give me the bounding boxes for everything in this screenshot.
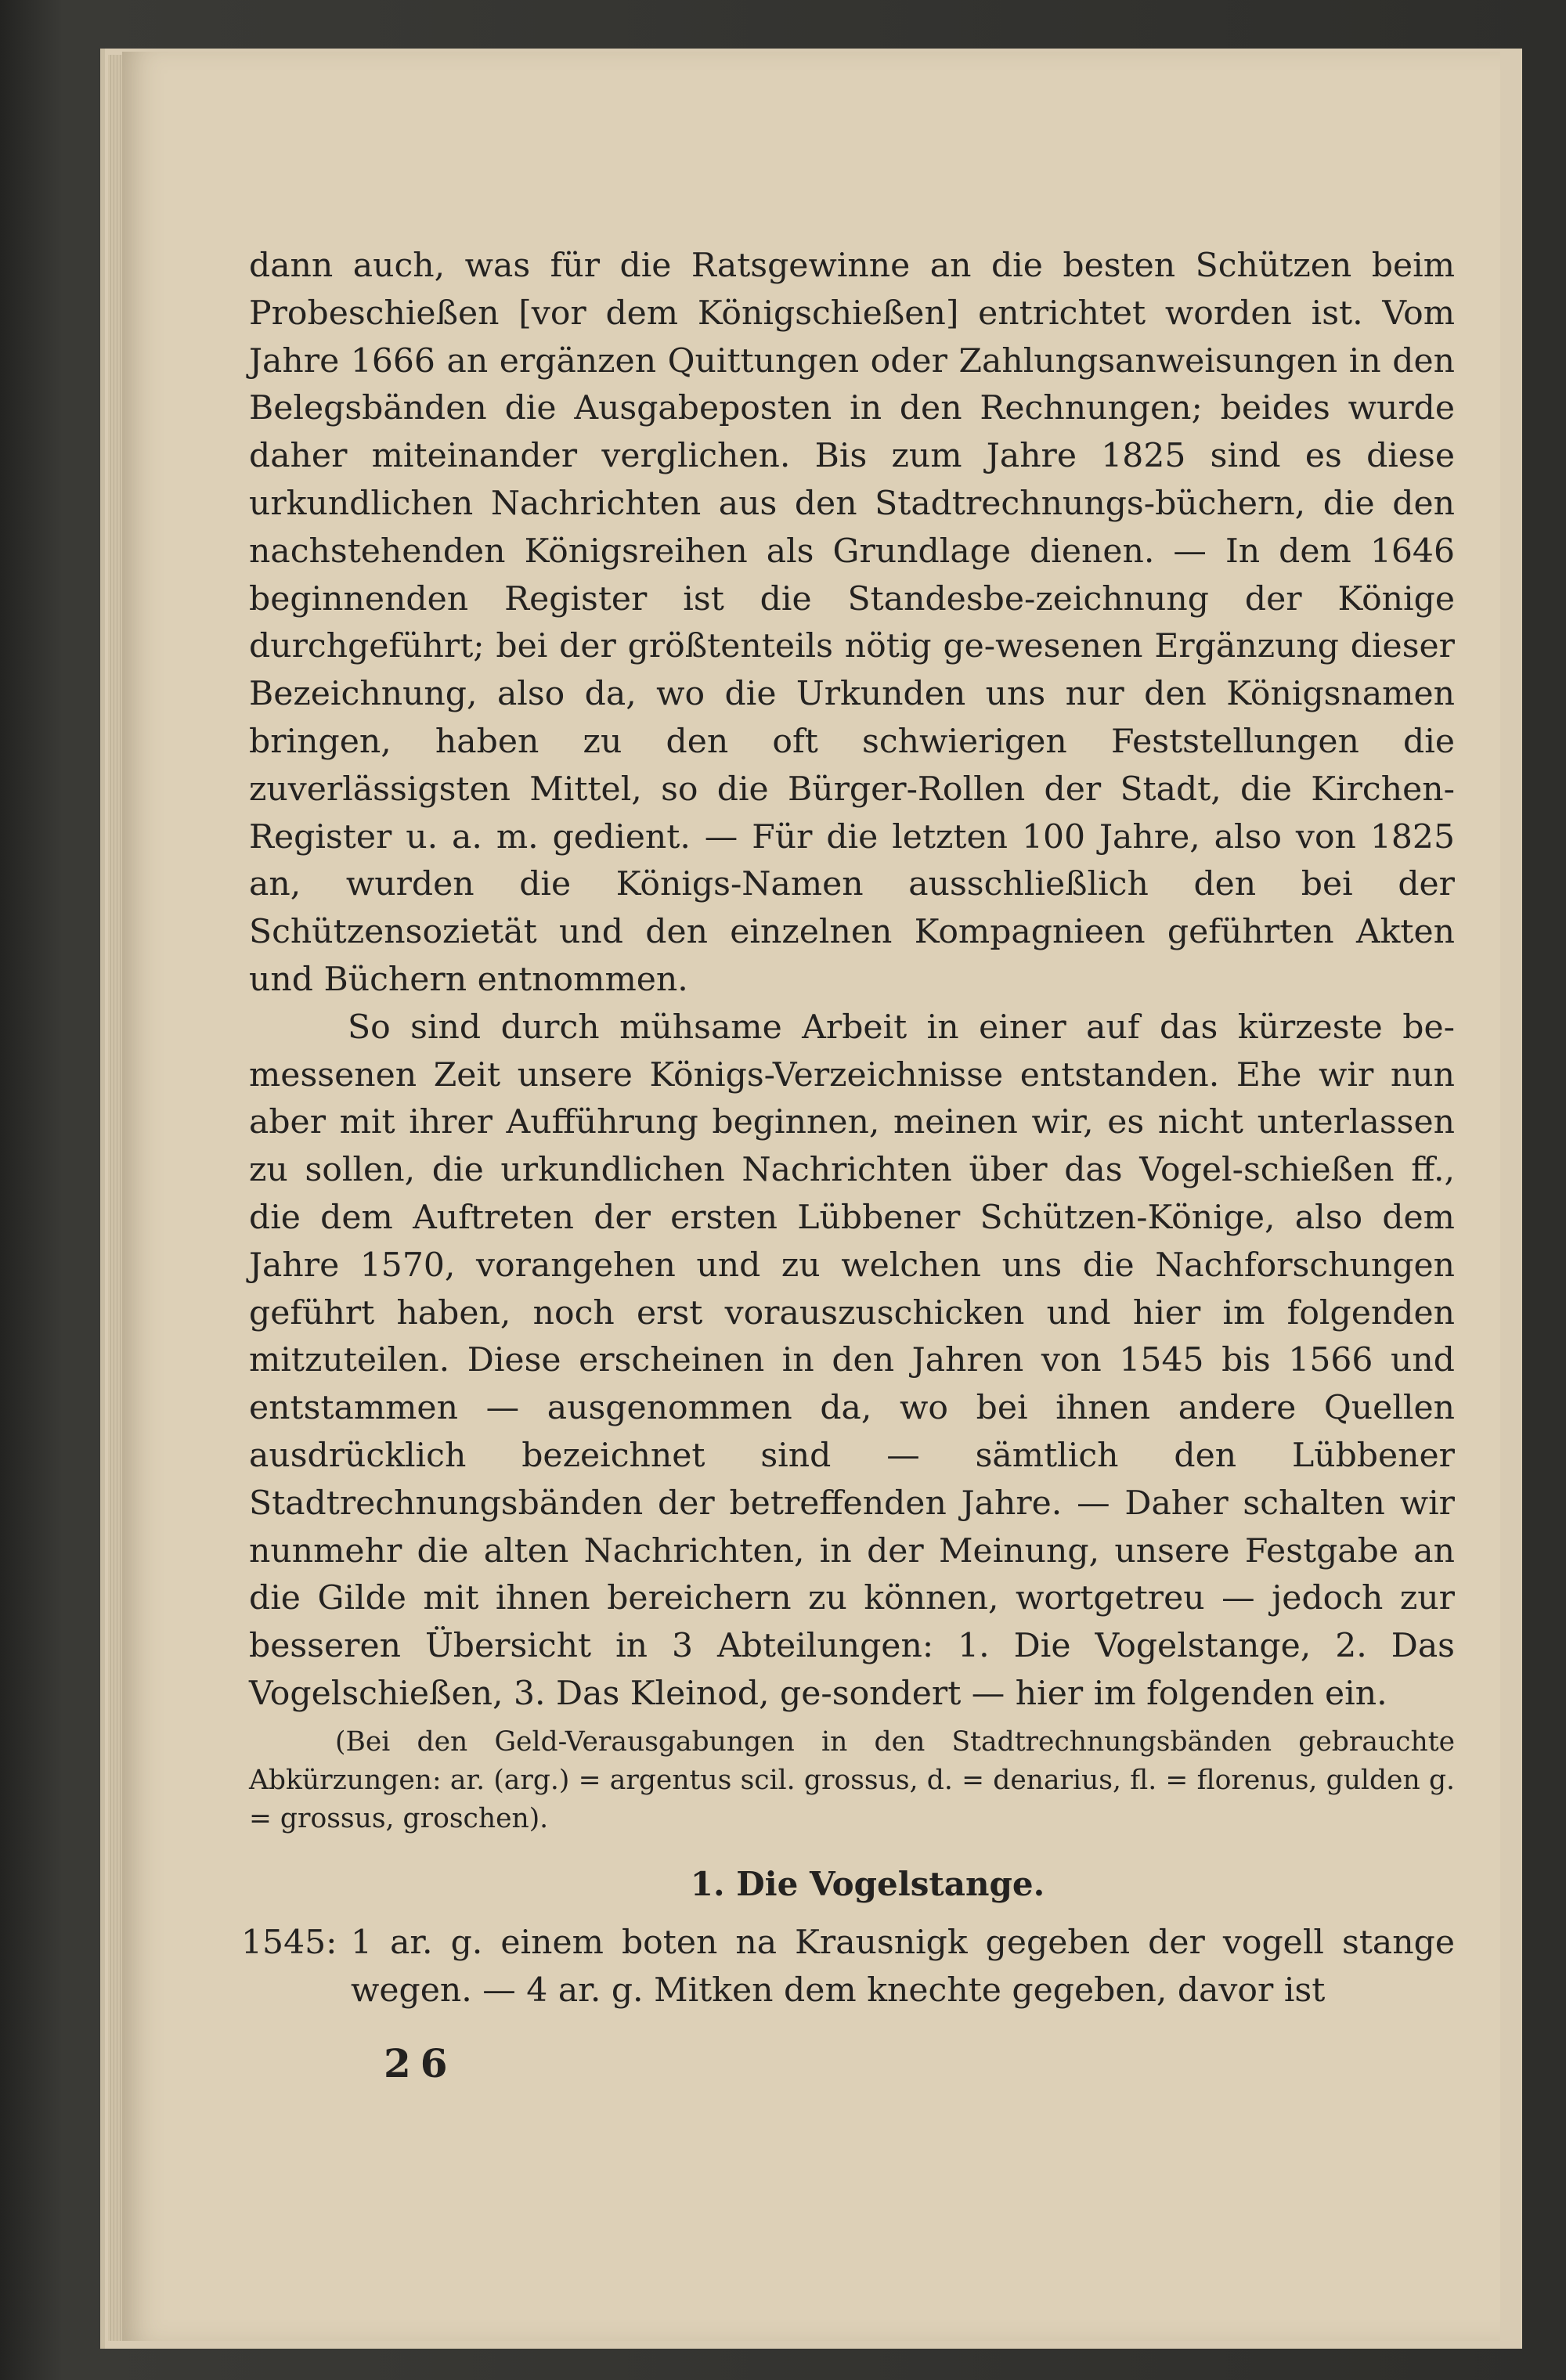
abbreviation-note: (Bei den Geld-Verausgabungen in den Stadtrechnungsbänden gebrauchte Abkürzungen: ar. (arg.) = argentus scil. grossus, d. = denarius, fl. = florenus, gulden g. = grossus, groschen). — [249, 1726, 1455, 1834]
page-edges — [108, 55, 122, 2341]
paragraph-2: So sind durch mühsame Arbeit in einer auf das kürzeste be-messenen Zeit unsere Königs-Verzeichnisse entstanden. Ehe wir nun aber mit ihrer Aufführung beginnen, meinen wir, es nicht unterlassen zu sollen, die urkundlichen Nachrichten über das Vogel-schießen ff., die dem Auftreten der ersten Lübbener Schützen-Könige, also dem Jahre 1570, vorangehen und zu welchen uns die Nachforschungen geführt haben, noch erst vorauszuschicken und hier im folgenden mitzuteilen. Diese erscheinen in den Jahren von 1545 bis 1566 und entstammen — ausgenommen da, wo bei ihnen andere Quellen ausdrücklich bezeichnet sind — sämtlich den Lübbener Stadtrechnungsbänden der betreffenden Jahre. — Daher schalten wir nunmehr die alten Nachrichten, in der Meinung, unsere Festgabe an die Gilde mit ihnen bereichern zu können, wortgetreu — jedoch zur besseren Übersicht in 3 Abteilungen: 1. Die Vogelstange, 2. Das Vogelschießen, 3. Das Kleinod, ge-sondert — hier im folgenden ein. — [249, 1008, 1455, 1713]
section-heading: 1. Die Vogelstange. — [690, 1864, 1045, 1903]
entry-text: 1 ar. g. einem boten na Krausnigk gegeben der vogell stange wegen. — 4 ar. g. Mitken dem knechte gegeben, davor ist — [351, 1923, 1455, 2010]
entry-year: 1545: — [241, 1923, 337, 1962]
text-block — [241, 243, 1455, 2014]
page-number: 26 — [384, 2040, 457, 2086]
paragraph-1: dann auch, was für die Ratsgewinne an die besten Schützen beim Probeschießen [vor dem Königschießen] entrichtet worden ist. Vom Jahre 1666 an ergänzen Quittungen oder Zahlungsanweisungen in den Belegsbänden die Ausgabeposten in den Rechnungen; beides wurde daher miteinander verglichen. Bis zum Jahre 1825 sind es diese urkundlichen Nachrichten aus den Stadtrechnungs-büchern, die den nachstehenden Königsreihen als Grundlage dienen. — In dem 1646 beginnenden Register ist die Standesbe-zeichnung der Könige durchgeführt; bei der größtenteils nötig ge-wesenen Ergänzung dieser Bezeichnung, also da, wo die Urkunden uns nur den Königsnamen bringen, haben zu den oft schwierigen Feststellungen die zuverlässigsten Mittel, so die Bürger-Rollen der Stadt, die Kirchen-Register u. a. m. gedient. — Für die letzten 100 Jahre, also von 1825 an, wurden die Königs-Namen ausschließlich den bei der Schützensozietät und den einzelnen Kompagnieen geführten Akten und Büchern entnommen. — [249, 247, 1455, 999]
year-entry — [241, 1920, 1455, 2015]
